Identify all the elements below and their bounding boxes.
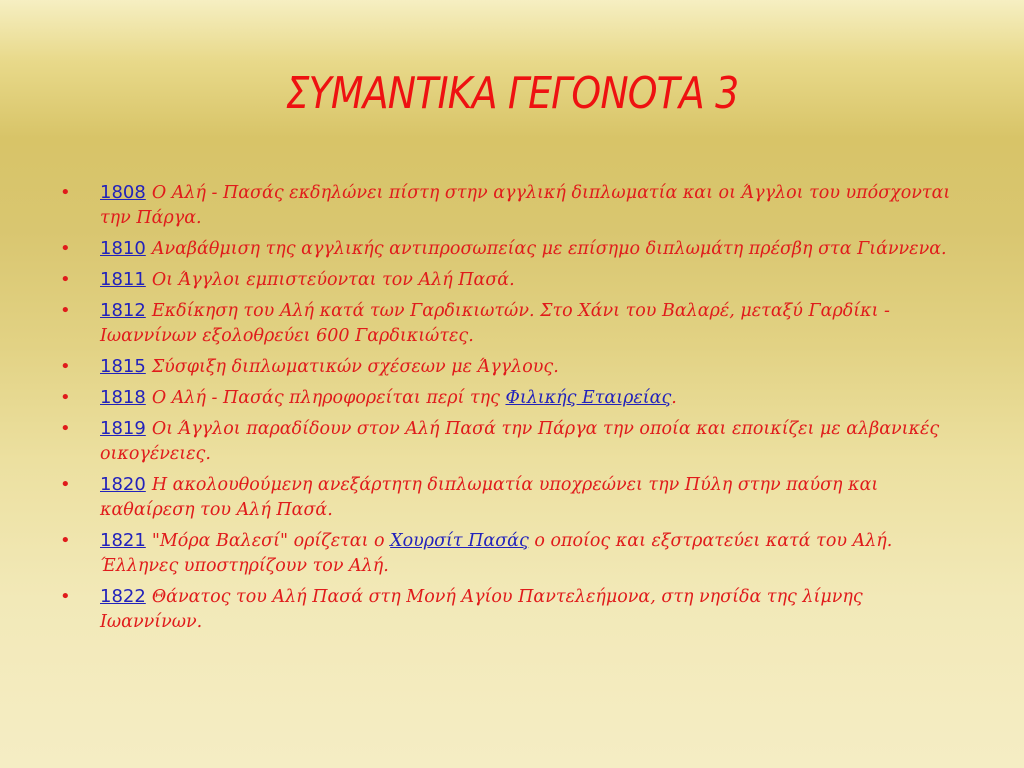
bullet-icon: • bbox=[60, 238, 71, 259]
event-text: Θάνατος του Αλή Πασά στη Μονή Αγίου Παντελεήμονα, στη νησίδα της λίμνης Ιωαννίνων. bbox=[100, 587, 863, 632]
year-link[interactable]: 1808 bbox=[100, 182, 146, 203]
year-link[interactable]: 1815 bbox=[100, 356, 146, 377]
list-item-1820 bbox=[60, 472, 960, 523]
event-text: Οι Άγγλοι εμπιστεύονται τον Αλή Πασά. bbox=[151, 270, 515, 290]
bullet-icon: • bbox=[60, 387, 71, 408]
bullet-icon: • bbox=[60, 418, 71, 439]
year-link[interactable]: 1812 bbox=[100, 300, 146, 321]
bullet-icon: • bbox=[60, 300, 71, 321]
year-link[interactable]: 1810 bbox=[100, 238, 146, 259]
hursit-pasha-link[interactable]: Χουρσίτ Πασάς bbox=[390, 531, 529, 551]
year-link[interactable]: 1811 bbox=[100, 269, 146, 290]
year-link[interactable]: 1819 bbox=[100, 418, 146, 439]
list-item-1821 bbox=[60, 528, 960, 579]
event-text-end: ο οποίος και εξστρατεύει κατά του Αλή. Έλληνες υποστηρίζουν τον Αλή. bbox=[100, 531, 893, 576]
list-item-1815 bbox=[60, 354, 960, 380]
list-item-1812 bbox=[60, 298, 960, 349]
event-text: Η ακολουθούμενη ανεξάρτητη διπλωματία υποχρεώνει την Πύλη στην παύση και καθαίρεση του Αλή Πασά. bbox=[100, 475, 879, 520]
event-text: Οι Άγγλοι παραδίδουν στον Αλή Πασά την Πάργα την οποία και εποικίζει με αλβανικές οικογένειες. bbox=[100, 419, 940, 464]
event-text: Ο Αλή - Πασάς πληροφορείται περί της bbox=[151, 388, 506, 408]
event-text: Εκδίκηση του Αλή κατά των Γαρδικιωτών. Στο Χάνι του Βαλαρέ, μεταξύ Γαρδίκι - Ιωαννίνων εξολοθρεύει 600 Γαρδικιώτες. bbox=[100, 301, 890, 346]
list-item-1818 bbox=[60, 385, 960, 411]
bullet-icon: • bbox=[60, 530, 71, 551]
event-text: Ο Αλή - Πασάς εκδηλώνει πίστη στην αγγλική διπλωματία και οι Άγγλοι του υπόσχονται την Πάργα. bbox=[100, 183, 951, 228]
bullet-icon: • bbox=[60, 269, 71, 290]
bullet-icon: • bbox=[60, 586, 71, 607]
year-link[interactable]: 1821 bbox=[100, 530, 146, 551]
events-list bbox=[60, 180, 960, 640]
year-link[interactable]: 1820 bbox=[100, 474, 146, 495]
event-text: Αναβάθμιση της αγγλικής αντιπροσωπείας με επίσημο διπλωμάτη πρέσβη στα Γιάννενα. bbox=[151, 239, 947, 259]
list-item-1819 bbox=[60, 416, 960, 467]
year-link[interactable]: 1818 bbox=[100, 387, 146, 408]
event-text: Σύσφιξη διπλωματικών σχέσεων με Άγγλους. bbox=[151, 357, 559, 377]
filiki-etaireia-link[interactable]: Φιλικής Εταιρείας bbox=[505, 388, 672, 408]
slide-title: ΣΥΜΑΝΤΙΚΑ ΓΕΓΟΝΟΤΑ 3 bbox=[285, 68, 739, 119]
event-text: "Μόρα Βαλεσί" ορίζεται ο bbox=[151, 531, 391, 551]
list-item-1810 bbox=[60, 236, 960, 262]
bullet-icon: • bbox=[60, 474, 71, 495]
event-text-end: . bbox=[671, 388, 677, 408]
list-item-1811 bbox=[60, 267, 960, 293]
bullet-icon: • bbox=[60, 356, 71, 377]
list-item-1808 bbox=[60, 180, 960, 231]
year-link[interactable]: 1822 bbox=[100, 586, 146, 607]
bullet-icon: • bbox=[60, 182, 71, 203]
list-item-1822 bbox=[60, 584, 960, 635]
